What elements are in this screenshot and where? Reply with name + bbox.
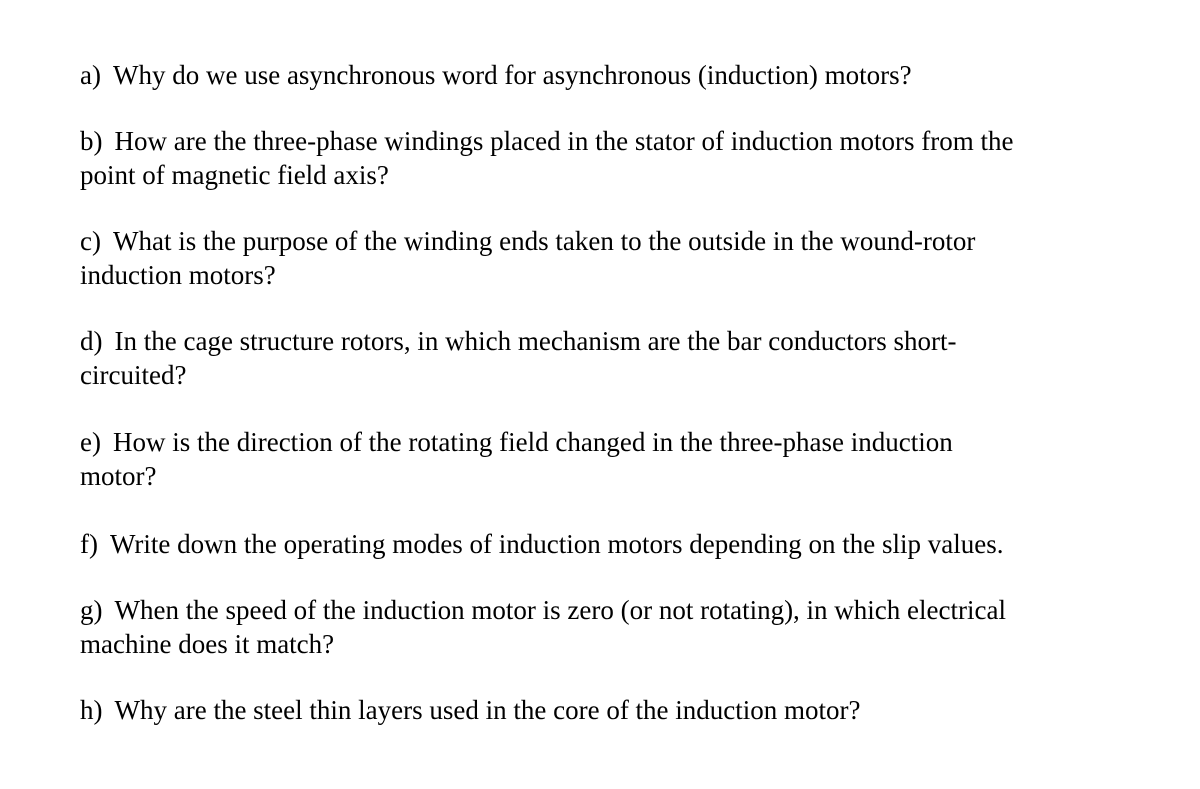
question-c-line-1 [80,224,1140,258]
question-f-text: Write down the operating modes of induction motors depending on the slip values. [109,529,1004,559]
question-e-text: How is the direction of the rotating field changed in the three-phase induction [112,427,953,457]
question-f-line-1 [80,527,1140,561]
question-g-text: When the speed of the induction motor is zero (or not rotating), in which electrical [114,595,1006,625]
question-b-line-2: point of magnetic field axis? [80,160,389,190]
question-b [80,124,1140,192]
question-d [80,324,1140,392]
question-d-line-1 [80,324,1140,358]
question-c-text: What is the purpose of the winding ends taken to the outside in the wound-rotor [112,226,976,256]
question-h [80,693,1140,727]
question-c [80,224,1140,292]
question-h-line-1 [80,693,1140,727]
question-c-label: c) [80,226,101,256]
question-b-label: b) [80,126,103,156]
question-d-text: In the cage structure rotors, in which mechanism are the bar conductors short- [114,326,957,356]
question-e-line-2: motor? [80,461,157,491]
question-e-line-1 [80,425,1140,459]
question-a-line-1 [80,58,1140,92]
question-h-label: h) [80,695,103,725]
question-a [80,58,1140,92]
question-g [80,593,1140,661]
question-a-label: a) [80,60,101,90]
question-c-line-2: induction motors? [80,260,276,290]
question-e-label: e) [80,427,101,457]
question-g-line-2: machine does it match? [80,629,335,659]
question-b-text: How are the three-phase windings placed in the stator of induction motors from the [114,126,1014,156]
question-f-label: f) [80,529,98,559]
question-f [80,527,1140,561]
question-g-line-1 [80,593,1140,627]
question-d-label: d) [80,326,103,356]
question-h-text: Why are the steel thin layers used in the core of the induction motor? [114,695,861,725]
question-e [80,425,1140,493]
question-b-line-1 [80,124,1140,158]
question-a-text: Why do we use asynchronous word for asynchronous (induction) motors? [112,60,912,90]
question-d-line-2: circuited? [80,360,187,390]
question-g-label: g) [80,595,103,625]
